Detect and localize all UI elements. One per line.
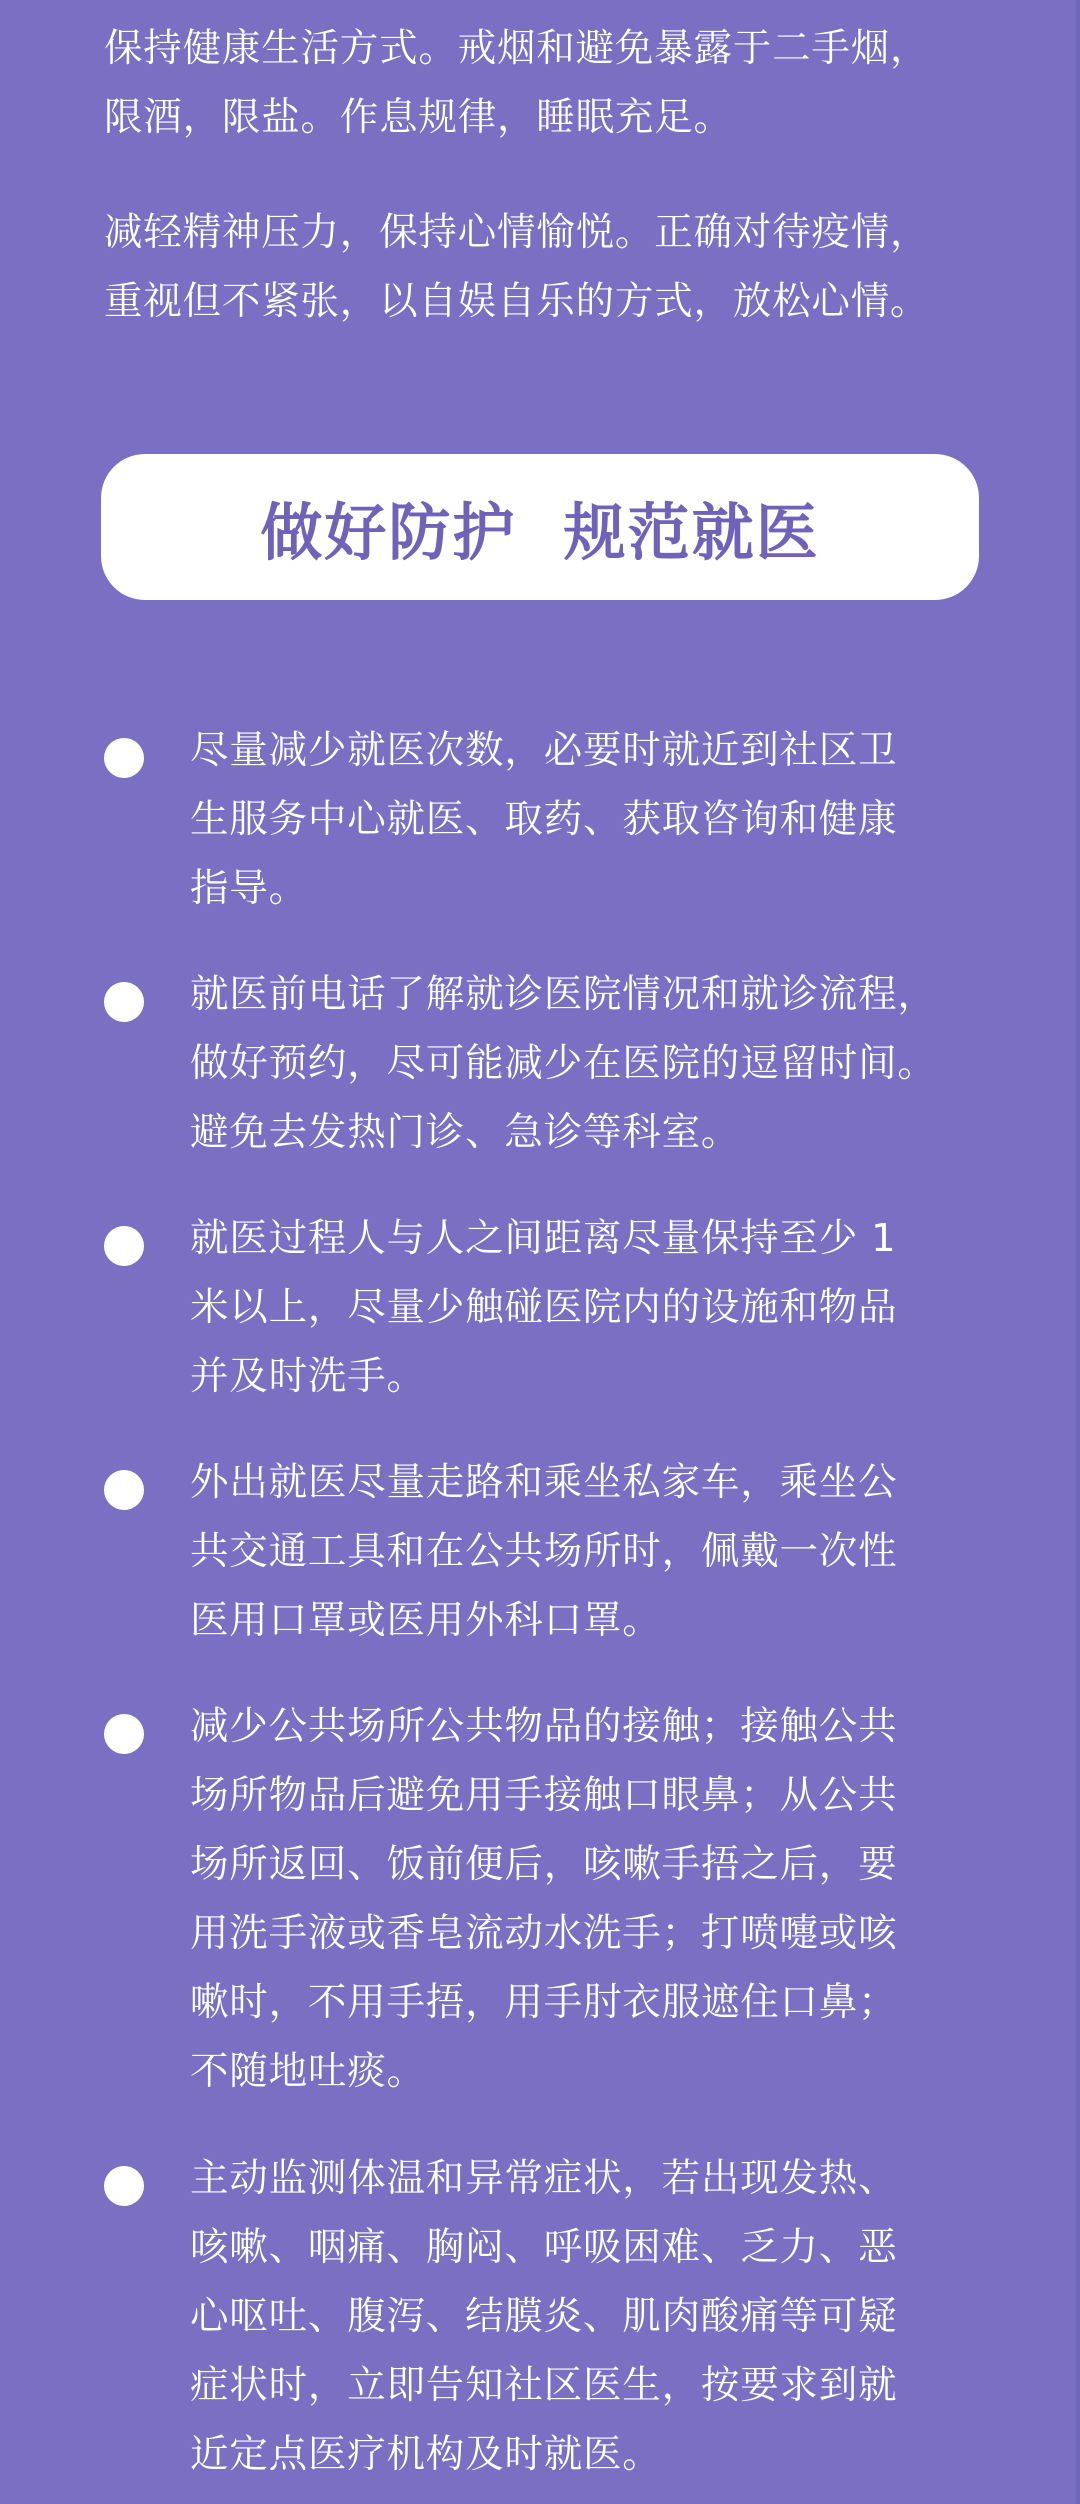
tip-text: 就医前电话了解就诊医院情况和就诊流程， 做好预约，尽可能减少在医院的逗留时间。 避免去发热门诊、急诊等科室。 bbox=[190, 972, 937, 1155]
bullet-dot-icon bbox=[104, 738, 144, 778]
panel-right-edge bbox=[1076, 0, 1080, 2504]
bullet-dot-icon bbox=[104, 1470, 144, 1510]
bullet-dot-icon bbox=[104, 2166, 144, 2206]
intro-paragraph-mood: 减轻精神压力，保持心情愉悦。正确对待疫情， 重视但不紧张，以自娱自乐的方式，放松心情。 bbox=[104, 210, 930, 324]
intro-paragraph-lifestyle: 保持健康生活方式。戒烟和避免暴露于二手烟， 限酒，限盐。作息规律，睡眠充足。 bbox=[104, 26, 930, 140]
tip-text: 主动监测体温和异常症状，若出现发热、 咳嗽、咽痛、胸闷、呼吸困难、乏力、恶 心呕吐、腹泻、结膜炎、肌肉酸痛等可疑 症状时，立即告知社区医生，按要求到就 近定点医疗机构及时就医。 bbox=[190, 2156, 898, 2477]
bullet-dot-icon bbox=[104, 1714, 144, 1754]
tip-text: 就医过程人与人之间距离尽量保持至少 1 米以上，尽量少触碰医院内的设施和物品 并及时洗手。 bbox=[190, 1216, 898, 1399]
section-title: 做好防护 规范就医 bbox=[260, 495, 820, 569]
tip-text: 外出就医尽量走路和乘坐私家车，乘坐公 共交通工具和在公共场所时，佩戴一次性 医用口罩或医用外科口罩。 bbox=[190, 1460, 898, 1643]
tip-text: 减少公共场所公共物品的接触；接触公共 场所物品后避免用手接触口眼鼻；从公共 场所返回、饭前便后，咳嗽手捂之后，要 用洗手液或香皂流动水洗手；打喷嚏或咳 嗽时，不用手捂，用手肘衣服遮住口鼻； 不随地吐痰。 bbox=[190, 1704, 898, 2094]
bullet-dot-icon bbox=[104, 982, 144, 1022]
bullet-dot-icon bbox=[104, 1226, 144, 1266]
tip-text: 尽量减少就医次数，必要时就近到社区卫 生服务中心就医、取药、获取咨询和健康 指导。 bbox=[190, 728, 898, 911]
section-banner bbox=[101, 454, 979, 600]
